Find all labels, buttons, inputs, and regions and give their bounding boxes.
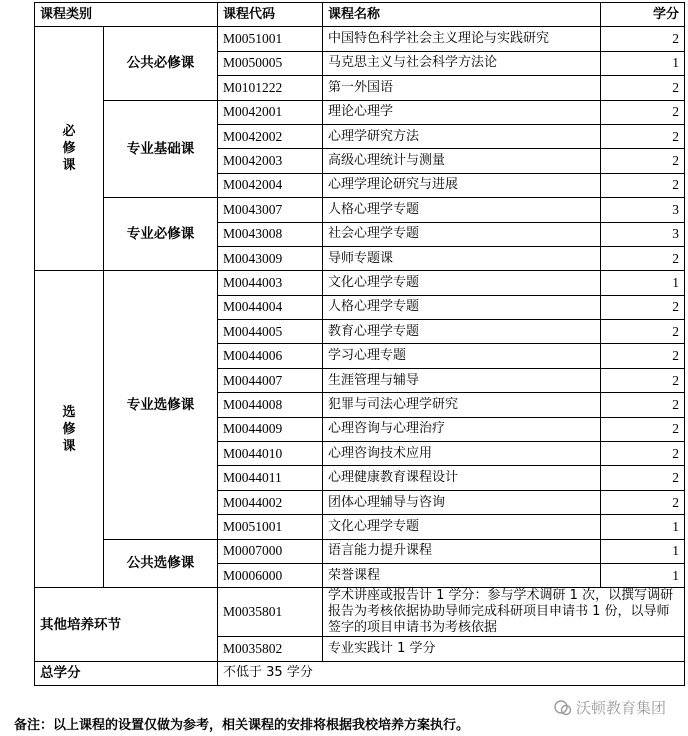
course-code: M0044004	[218, 295, 323, 319]
category-label: 必修课	[62, 124, 76, 174]
subcategory-label: 专业必修课	[104, 198, 218, 271]
course-name: 中国特色科学社会主义理论与实践研究	[323, 27, 601, 51]
course-credit: 2	[601, 100, 685, 124]
course-name: 犯罪与司法心理学研究	[323, 393, 601, 417]
course-credit: 2	[601, 417, 685, 441]
course-name: 文化心理学专题	[323, 271, 601, 295]
category-label: 选修课	[62, 404, 76, 454]
course-name: 马克思主义与社会科学方法论	[323, 51, 601, 75]
course-name: 文化心理学专题	[323, 515, 601, 539]
course-row	[35, 27, 685, 51]
curriculum-table	[34, 2, 685, 686]
course-name: 导师专题课	[323, 246, 601, 270]
course-code: M0044002	[218, 490, 323, 514]
course-credit: 3	[601, 198, 685, 222]
course-credit: 2	[601, 466, 685, 490]
course-credit: 1	[601, 515, 685, 539]
course-credit: 2	[601, 393, 685, 417]
course-credit: 2	[601, 27, 685, 51]
header-row	[35, 3, 685, 27]
course-name: 人格心理学专题	[323, 295, 601, 319]
course-name: 团体心理辅导与咨询	[323, 490, 601, 514]
course-credit: 2	[601, 173, 685, 197]
course-credit: 1	[601, 563, 685, 587]
subcategory-label: 专业选修课	[104, 271, 218, 539]
course-code: M0044008	[218, 393, 323, 417]
course-code: M0042002	[218, 124, 323, 148]
subcategory-label: 公共选修课	[104, 539, 218, 588]
course-name: 语言能力提升课程	[323, 539, 601, 563]
course-name: 社会心理学专题	[323, 222, 601, 246]
other-description: 学术讲座或报告计 1 学分：参与学术调研 1 次，以撰写调研报告为考核依据协助导师完成科研项目申请书 1 份，以导师签字的项目申请书为考核依据	[323, 588, 685, 637]
course-credit: 1	[601, 271, 685, 295]
course-code: M0050005	[218, 51, 323, 75]
other-row	[35, 588, 685, 637]
course-code: M0044005	[218, 320, 323, 344]
course-credit: 2	[601, 246, 685, 270]
course-credit: 3	[601, 222, 685, 246]
course-name: 教育心理学专题	[323, 320, 601, 344]
course-row	[35, 198, 685, 222]
footnote: 备注：以上课程的设置仅做为参考，相关课程的安排将根据我校培养方案执行。	[14, 718, 470, 733]
course-credit: 2	[601, 320, 685, 344]
course-name: 生涯管理与辅导	[323, 368, 601, 392]
course-code: M0044009	[218, 417, 323, 441]
course-code: M0042004	[218, 173, 323, 197]
category-cell	[35, 27, 104, 271]
other-description: 专业实践计 1 学分	[323, 637, 685, 661]
course-code: M0044010	[218, 442, 323, 466]
course-code: M0042003	[218, 149, 323, 173]
course-name: 心理学理论研究与进展	[323, 173, 601, 197]
header-name: 课程名称	[323, 3, 601, 27]
total-label: 总学分	[35, 661, 218, 685]
course-code: M0044007	[218, 368, 323, 392]
course-row	[35, 100, 685, 124]
course-name: 人格心理学专题	[323, 198, 601, 222]
course-code: M0051001	[218, 27, 323, 51]
course-code: M0044011	[218, 466, 323, 490]
wechat-logo-icon	[554, 699, 572, 717]
course-credit: 2	[601, 124, 685, 148]
course-credit: 2	[601, 368, 685, 392]
header-credit: 学分	[601, 3, 685, 27]
course-code: M0006000	[218, 563, 323, 587]
course-row	[35, 271, 685, 295]
course-code: M0044003	[218, 271, 323, 295]
header-code: 课程代码	[218, 3, 323, 27]
course-name: 心理咨询技术应用	[323, 442, 601, 466]
course-credit: 2	[601, 76, 685, 100]
course-code: M0101222	[218, 76, 323, 100]
category-cell	[35, 271, 104, 588]
watermark-text: 沃顿教育集团	[575, 699, 666, 717]
other-code: M0035802	[218, 637, 323, 661]
course-name: 心理咨询与心理治疗	[323, 417, 601, 441]
course-name: 第一外国语	[323, 76, 601, 100]
course-code: M0043009	[218, 246, 323, 270]
course-credit: 2	[601, 490, 685, 514]
course-credit: 2	[601, 442, 685, 466]
course-name: 荣誉课程	[323, 563, 601, 587]
subcategory-label: 公共必修课	[104, 27, 218, 100]
course-code: M0007000	[218, 539, 323, 563]
course-code: M0043008	[218, 222, 323, 246]
course-credit: 2	[601, 344, 685, 368]
total-value: 不低于 35 学分	[218, 661, 685, 685]
other-code: M0035801	[218, 588, 323, 637]
course-name: 高级心理统计与测量	[323, 149, 601, 173]
course-credit: 1	[601, 539, 685, 563]
course-name: 心理学研究方法	[323, 124, 601, 148]
course-code: M0044006	[218, 344, 323, 368]
course-credit: 2	[601, 149, 685, 173]
course-name: 理论心理学	[323, 100, 601, 124]
watermark	[554, 697, 666, 718]
course-row	[35, 539, 685, 563]
course-code: M0043007	[218, 198, 323, 222]
course-credit: 2	[601, 295, 685, 319]
course-credit: 1	[601, 51, 685, 75]
header-category: 课程类别	[35, 3, 218, 27]
course-name: 学习心理专题	[323, 344, 601, 368]
other-category-label: 其他培养环节	[35, 588, 218, 661]
course-name: 心理健康教育课程设计	[323, 466, 601, 490]
subcategory-label: 专业基础课	[104, 100, 218, 198]
total-row	[35, 661, 685, 685]
course-code: M0042001	[218, 100, 323, 124]
course-code: M0051001	[218, 515, 323, 539]
